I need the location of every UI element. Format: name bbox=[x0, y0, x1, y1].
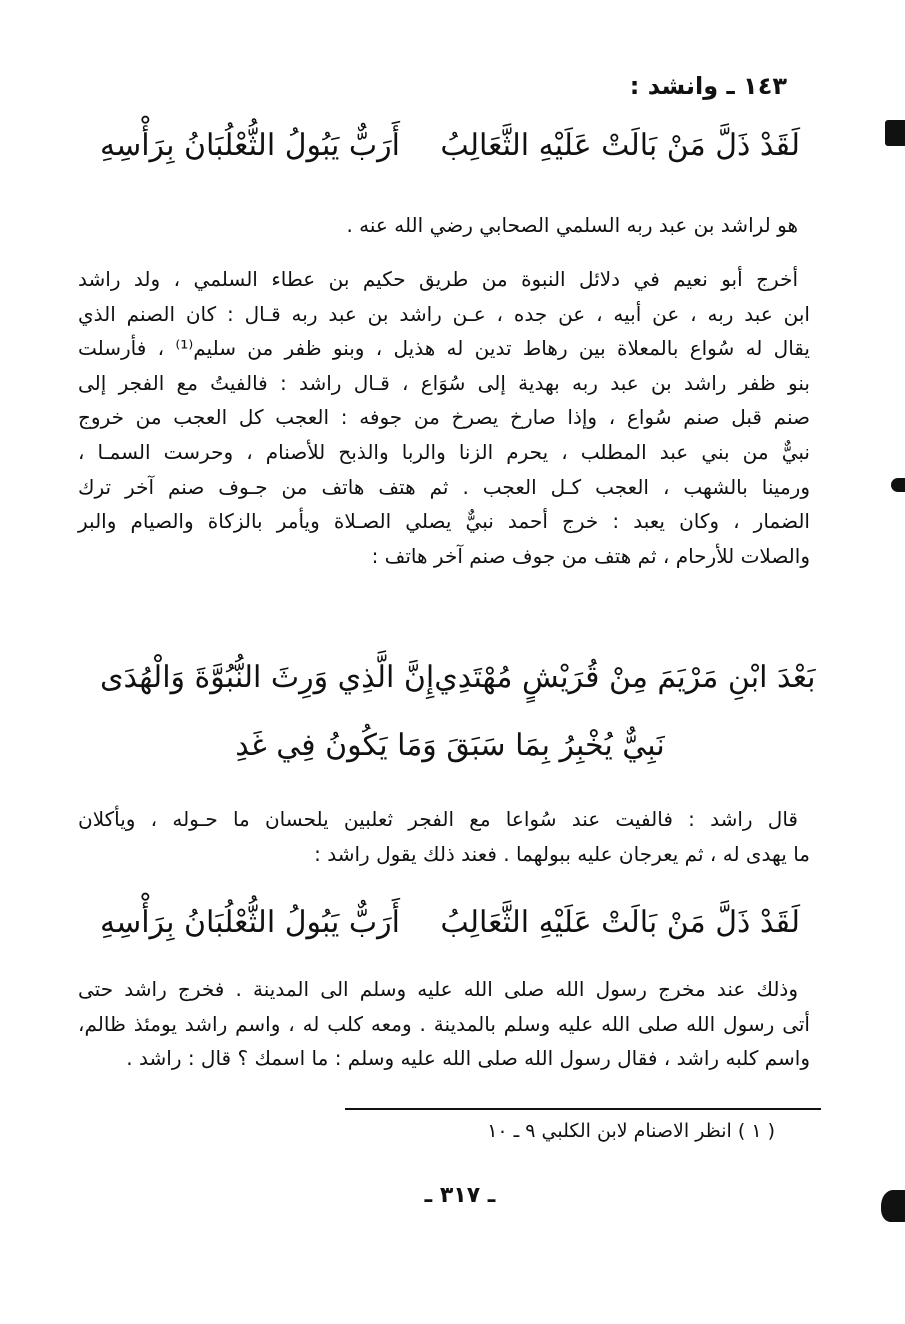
paragraph-line: ورمينا بالشهب ، العجب كـل العجب . ثم هتف هاتف من جـوف صنم آخر ترك bbox=[78, 474, 810, 499]
paragraph-line: نبيٌّ من بني عبد المطلب ، يحرم الزنا والربا والذبح للأصنام ، وحرست السمـا ، bbox=[78, 439, 810, 464]
paragraph-line: والصلات للأرحام ، ثم هتف من جوف صنم آخر هاتف : bbox=[371, 543, 810, 568]
paragraph-line: بنو ظفر راشد بن عبد ربه بهدية إلى سُوَاع ، قـال راشد : فالفيتُ مع الفجر إلى bbox=[78, 370, 810, 395]
paragraph-line: أخرج أبو نعيم في دلائل النبوة من طريق حكيم بن عطاء السلمي ، ولد راشد bbox=[78, 267, 798, 291]
paragraph-line: يقال له سُواع بالمعلاة بين رهاط تدين له هذيل ، وبنو ظفر من سليم⁽¹⁾ ، فأرسلت bbox=[78, 336, 810, 361]
paragraph-line: الضمار ، وكان يعبد : خرج أحمد نبيٌّ يصلي الصـلاة ويأمر بالزكاة والصيام والبر bbox=[78, 509, 810, 534]
footnote-divider bbox=[345, 1108, 821, 1110]
scan-edge-mark bbox=[881, 1190, 905, 1222]
footnote: ( ١ ) انظر الاصنام لابن الكلبي ٩ ـ ١٠ bbox=[487, 1120, 775, 1142]
verse-3-second-hemistich: لَقَدْ ذَلَّ مَنْ بَالَتْ عَلَيْهِ الثَّعَالِبُ bbox=[440, 905, 800, 940]
paragraph-line: واسم كلبه راشد ، فقال رسول الله صلى الله عليه وسلم : ما اسمك ؟ قال : راشد . bbox=[126, 1046, 810, 1071]
paragraph-line: قال راشد : فالفيت عند سُواعا مع الفجر ثعلبين يلحسان ما حـوله ، ويأكلان bbox=[78, 807, 798, 831]
page-number: ـ ٣١٧ ـ bbox=[424, 1183, 496, 1208]
narration-paragraph bbox=[78, 262, 810, 573]
closing-paragraph bbox=[78, 972, 810, 1076]
paragraph-line: ما يهدى له ، ثم يعرجان عليه ببولهما . فعند ذلك يقول راشد : bbox=[314, 841, 810, 866]
verse-1-second-hemistich: لَقَدْ ذَلَّ مَنْ بَالَتْ عَلَيْهِ الثَّعَالِبُ bbox=[440, 128, 800, 163]
fox-paragraph bbox=[78, 802, 810, 871]
paragraph-line: صنم قبل صنم سُواع ، وإذا صارخ يصرخ من جوفه : العجب كل العجب من خروج bbox=[78, 405, 810, 430]
paragraph-line: ابن عبد ربه ، عن أبيه ، عن جده ، عـن راشد بن عبد ربه قـال : كان الصنم الذي bbox=[78, 301, 810, 326]
verse-2-continuation: نَبِيٌّ يُخْبِرُ بِمَا سَبَقَ وَمَا يَكُونُ فِي غَدِ bbox=[235, 728, 665, 763]
paragraph-line: وذلك عند مخرج رسول الله صلى الله عليه وسلم الى المدينة . فخرج راشد حتى bbox=[78, 977, 798, 1001]
verse-2-second-hemistich: بَعْدَ ابْنِ مَرْيَمَ مِنْ قُرَيْشٍ مُهْتَدِي bbox=[434, 660, 816, 695]
verse-2 bbox=[100, 660, 816, 695]
verse-3 bbox=[100, 905, 800, 940]
attribution-paragraph bbox=[78, 208, 810, 243]
verse-3-first-hemistich: أَرَبٌّ يَبُولُ الثُّعْلُبَانُ بِرَأْسِهِ bbox=[100, 905, 400, 940]
entry-heading: ١٤٣ ـ وانشد : bbox=[629, 72, 787, 100]
scan-edge-mark bbox=[885, 120, 905, 146]
paragraph-line: هو لراشد بن عبد ربه السلمي الصحابي رضي الله عنه . bbox=[346, 213, 798, 237]
verse-1 bbox=[100, 128, 800, 163]
verse-2-first-hemistich: إِنَّ الَّذِي وَرِثَ النُّبُوَّةَ وَالْهُدَى bbox=[100, 660, 435, 695]
paragraph-line: أتى رسول الله صلى الله عليه وسلم بالمدينة . ومعه كلب له ، واسم راشد يومئذ ظالم، bbox=[78, 1011, 810, 1036]
scan-edge-mark bbox=[891, 478, 905, 492]
verse-1-first-hemistich: أَرَبٌّ يَبُولُ الثُّعْلُبَانُ بِرَأْسِهِ bbox=[100, 128, 400, 163]
